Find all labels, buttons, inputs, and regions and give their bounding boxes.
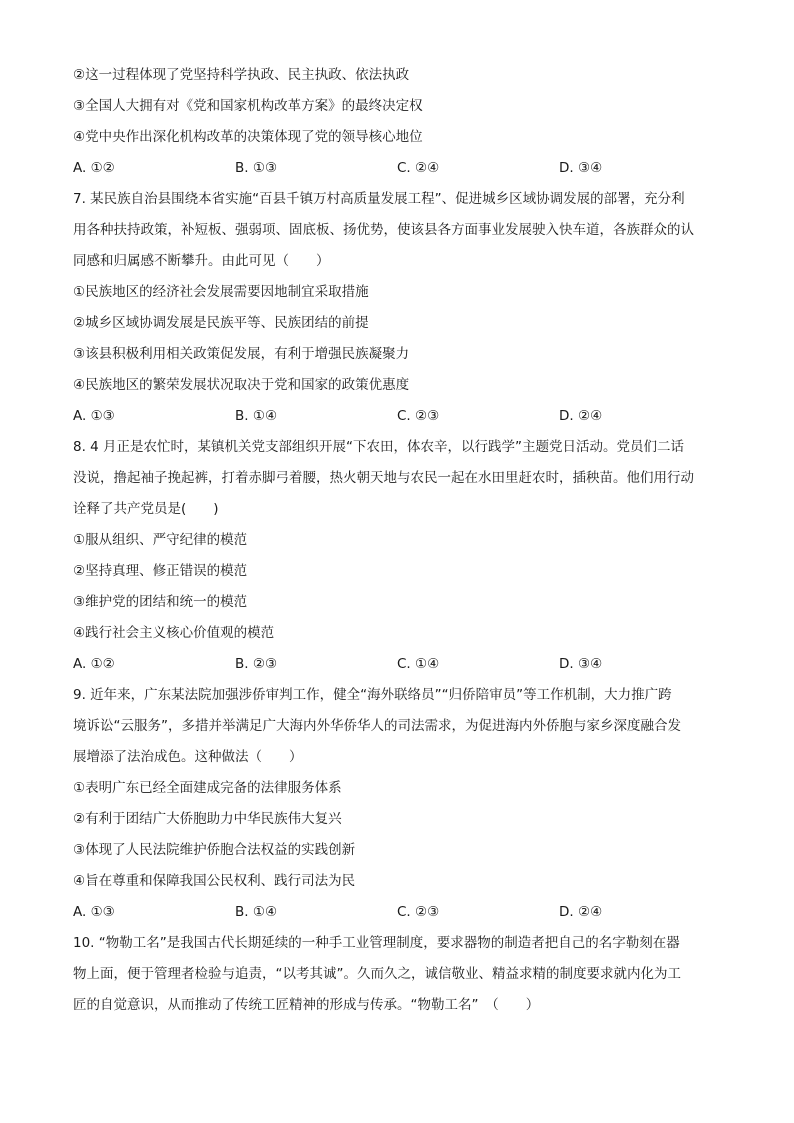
statement: ③该县积极利用相关政策促发展，有利于增强民族凝聚力 bbox=[73, 346, 410, 362]
statement: ④旨在尊重和保障我国公民权利、践行司法为民 bbox=[73, 873, 356, 889]
answer-options bbox=[73, 649, 723, 680]
option-a: A. ①② bbox=[73, 656, 115, 672]
question-stem-line: 8. 4 月正是农忙时，某镇机关党支部组织开展“下农田，体农辛，以行践学”主题党日活动。党员们二话 bbox=[73, 439, 685, 455]
statement: ③全国人大拥有对《党和国家机构改革方案》的最终决定权 bbox=[73, 98, 423, 114]
statement: ③维护党的团结和统一的模范 bbox=[73, 594, 248, 610]
option-a: A. ①② bbox=[73, 160, 115, 176]
statement: ①服从组织、严守纪律的模范 bbox=[73, 532, 248, 548]
statement: ④民族地区的繁荣发展状况取决于党和国家的政策优惠度 bbox=[73, 377, 410, 393]
answer-options bbox=[73, 153, 723, 184]
question-7 bbox=[73, 184, 723, 432]
question-stem-line: 境诉讼“云服务”，多措并举满足广大海内外华侨华人的司法需求，为促进海内外侨胞与家乡深度融合发 bbox=[73, 718, 681, 734]
option-c: C. ②③ bbox=[397, 408, 440, 424]
statement: ②这一过程体现了党坚持科学执政、民主执政、依法执政 bbox=[73, 67, 410, 83]
option-b: B. ①④ bbox=[235, 904, 278, 920]
question-6-tail bbox=[73, 60, 723, 184]
option-d: D. ②④ bbox=[559, 904, 603, 920]
option-d: D. ②④ bbox=[559, 408, 603, 424]
question-stem-line: 物上面，便于管理者检验与追责，“以考其诚”。久而久之，诚信敬业、精益求精的制度要求就内化为工 bbox=[73, 966, 681, 982]
exam-page bbox=[73, 60, 723, 1021]
question-stem-line: 没说，撸起袖子挽起裤，打着赤脚弓着腰，热火朝天地与农民一起在水田里赶农时，插秧苗。他们用行动 bbox=[73, 470, 694, 486]
option-c: C. ②④ bbox=[397, 160, 440, 176]
statement: ③体现了人民法院维护侨胞合法权益的实践创新 bbox=[73, 842, 356, 858]
question-stem-line: 诠释了共产党员是( ) bbox=[73, 501, 219, 517]
question-stem-line: 展增添了法治成色。这种做法（ ） bbox=[73, 749, 303, 765]
option-d: D. ③④ bbox=[559, 656, 603, 672]
question-10 bbox=[73, 928, 723, 1021]
option-b: B. ②③ bbox=[235, 656, 278, 672]
option-d: D. ③④ bbox=[559, 160, 603, 176]
statement: ④党中央作出深化机构改革的决策体现了党的领导核心地位 bbox=[73, 129, 423, 145]
option-c: C. ①④ bbox=[397, 656, 440, 672]
answer-options bbox=[73, 401, 723, 432]
question-stem-line: 9. 近年来，广东某法院加强涉侨审判工作，健全“海外联络员”“归侨陪审员”等工作机制，大力推广跨 bbox=[73, 687, 672, 703]
statement: ④践行社会主义核心价值观的模范 bbox=[73, 625, 275, 641]
question-stem-line: 10. “物勒工名”是我国古代长期延续的一种手工业管理制度，要求器物的制造者把自己的名字勒刻在器 bbox=[73, 935, 680, 951]
option-b: B. ①④ bbox=[235, 408, 278, 424]
question-8 bbox=[73, 432, 723, 680]
question-9 bbox=[73, 680, 723, 928]
statement: ①表明广东已经全面建成完备的法律服务体系 bbox=[73, 780, 342, 796]
option-b: B. ①③ bbox=[235, 160, 278, 176]
question-stem-line: 7. 某民族自治县围绕本省实施“百县千镇万村高质量发展工程”、促进城乡区域协调发展的部署，充分利 bbox=[73, 191, 685, 207]
question-stem-line: 用各种扶持政策，补短板、强弱项、固底板、扬优势，使该县各方面事业发展驶入快车道，各族群众的认 bbox=[73, 222, 694, 238]
answer-options bbox=[73, 897, 723, 928]
option-c: C. ②③ bbox=[397, 904, 440, 920]
statement: ②坚持真理、修正错误的模范 bbox=[73, 563, 248, 579]
question-stem-line: 同感和归属感不断攀升。由此可见（ ） bbox=[73, 253, 330, 269]
option-a: A. ①③ bbox=[73, 904, 115, 920]
question-stem-line: 匠的自觉意识，从而推动了传统工匠精神的形成与传承。“物勒工名” （ ） bbox=[73, 997, 540, 1013]
statement: ①民族地区的经济社会发展需要因地制宜采取措施 bbox=[73, 284, 369, 300]
option-a: A. ①③ bbox=[73, 408, 115, 424]
statement: ②城乡区域协调发展是民族平等、民族团结的前提 bbox=[73, 315, 369, 331]
statement: ②有利于团结广大侨胞助力中华民族伟大复兴 bbox=[73, 811, 342, 827]
